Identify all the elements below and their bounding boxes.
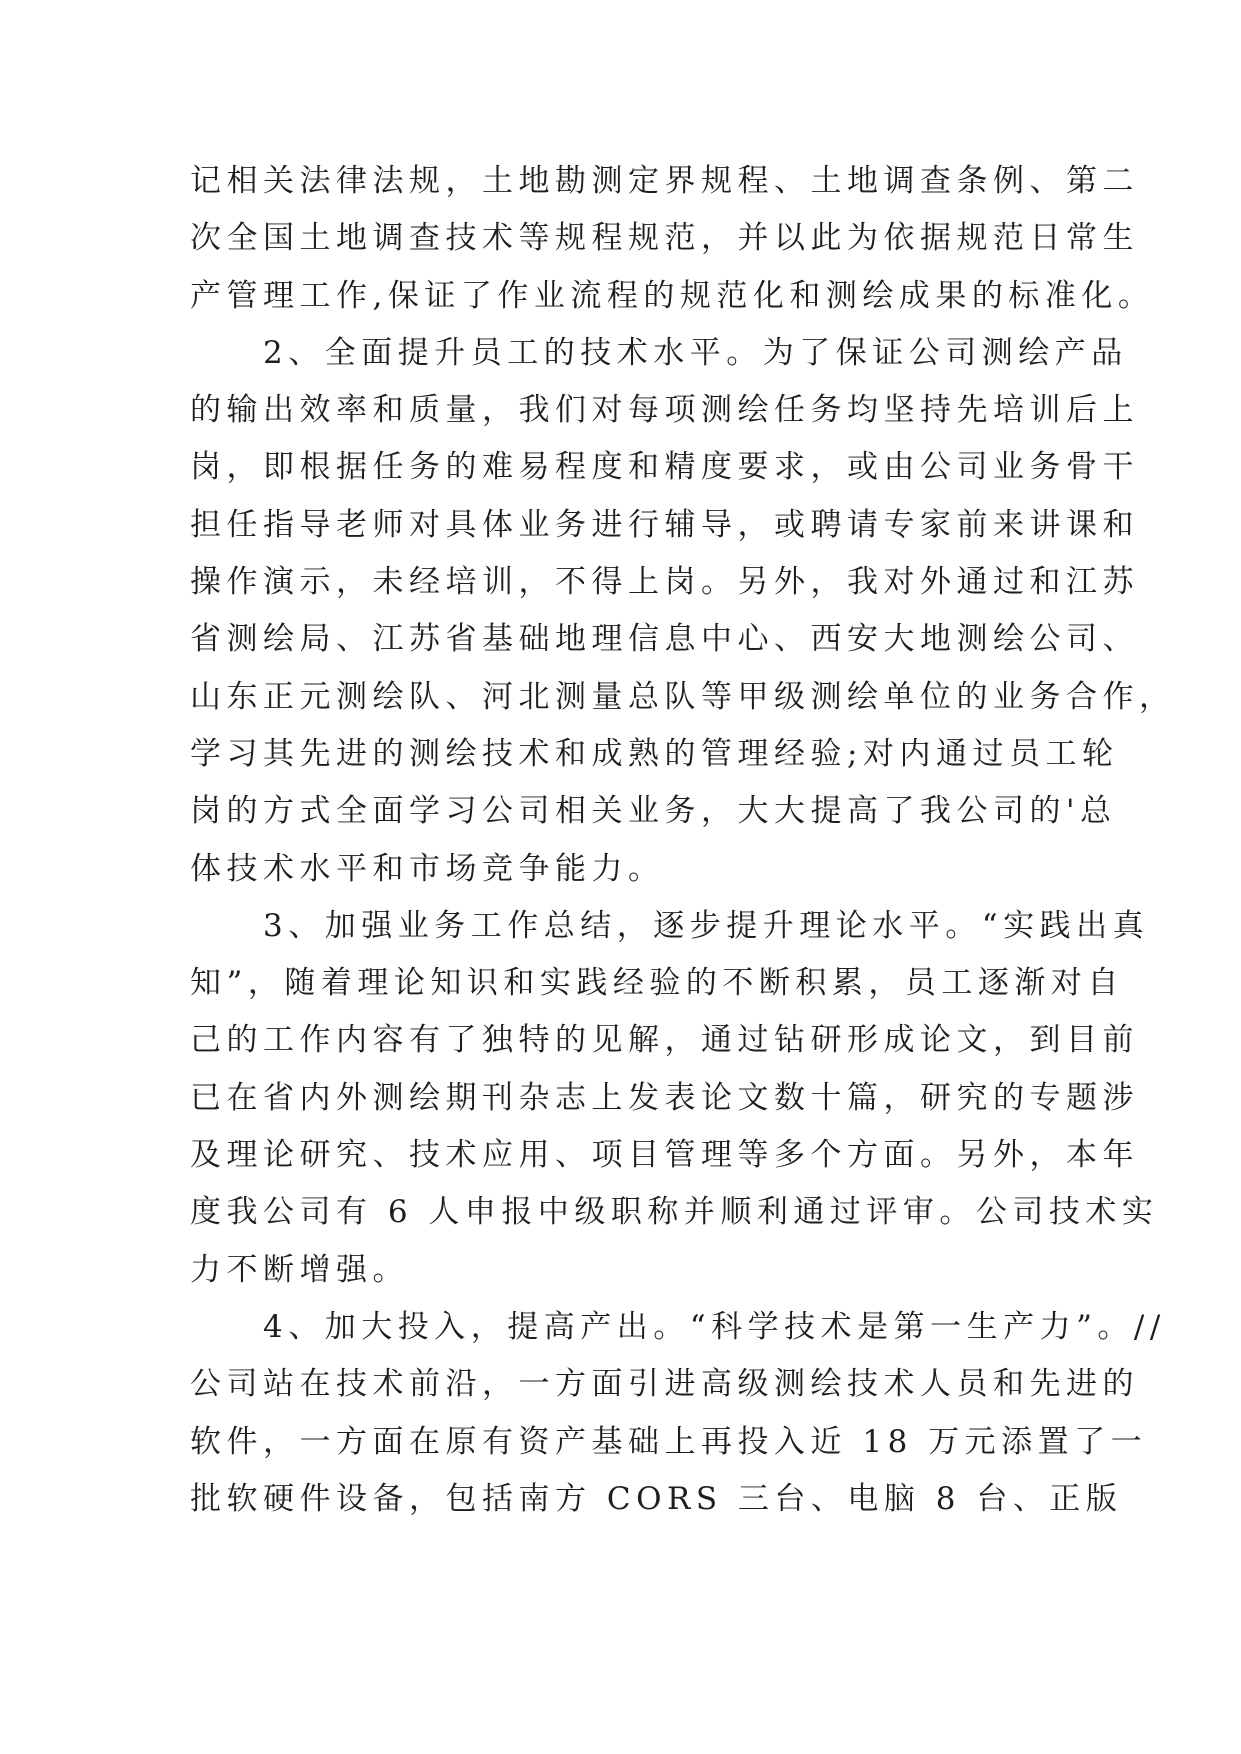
text-line: 岗，即根据任务的难易程度和精度要求，或由公司业务骨干 — [190, 449, 1139, 486]
paragraph-3-start: 3、加强业务工作总结，逐步提升理论水平。“实践出真 — [190, 907, 1150, 944]
document-body — [190, 153, 1176, 1528]
text-line: 己的工作内容有了独特的见解，通过钻研形成论文，到目前 — [190, 1022, 1139, 1059]
text-line: 次全国土地调查技术等规程规范，并以此为依据规范日常生 — [190, 220, 1139, 257]
text-line: 及理论研究、技术应用、项目管理等多个方面。另外，本年 — [190, 1137, 1139, 1174]
paragraph-4-start: 4、加大投入，提高产出。“科学技术是第一生产力”。// — [190, 1308, 1166, 1345]
text-line: 操作演示，未经培训，不得上岗。另外，我对外通过和江苏 — [190, 564, 1139, 601]
text-line: 力不断增强。 — [190, 1251, 409, 1288]
text-line: 度我公司有 6 人申报中级职称并顺利通过评审。公司技术实 — [190, 1194, 1159, 1231]
text-line: 担任指导老师对具体业务进行辅导，或聘请专家前来讲课和 — [190, 506, 1139, 543]
text-line: 学习其先进的测绘技术和成熟的管理经验;对内通过员工轮 — [190, 735, 1119, 772]
paragraph-2-start: 2、全面提升员工的技术水平。为了保证公司测绘产品 — [190, 334, 1128, 371]
text-line: 体技术水平和市场竞争能力。 — [190, 850, 665, 887]
text-line: 省测绘局、江苏省基础地理信息中心、西安大地测绘公司、 — [190, 621, 1139, 658]
text-line: 记相关法律法规，土地勘测定界规程、土地调查条例、第二 — [190, 163, 1139, 199]
text-line: 公司站在技术前沿，一方面引进高级测绘技术人员和先进的 — [190, 1366, 1139, 1403]
text-line: 批软硬件设备，包括南方 CORS 三台、电脑 8 台、正版 — [190, 1480, 1123, 1517]
text-line: 产管理工作,保证了作业流程的规范化和测绘成果的标准化。 — [190, 277, 1155, 314]
text-line: 已在省内外测绘期刊杂志上发表论文数十篇，研究的专题涉 — [190, 1079, 1139, 1116]
text-line: 软件，一方面在原有资产基础上再投入近 18 万元添置了一 — [190, 1423, 1148, 1460]
text-line: 岗的方式全面学习公司相关业务，大大提高了我公司的'总 — [190, 793, 1117, 830]
text-line: 知”，随着理论知识和实践经验的不断积累，员工逐渐对自 — [190, 965, 1124, 1002]
text-line: 的输出效率和质量，我们对每项测绘任务均坚持先培训后上 — [190, 392, 1139, 429]
text-line: 山东正元测绘队、河北测量总队等甲级测绘单位的业务合作， — [190, 678, 1176, 715]
